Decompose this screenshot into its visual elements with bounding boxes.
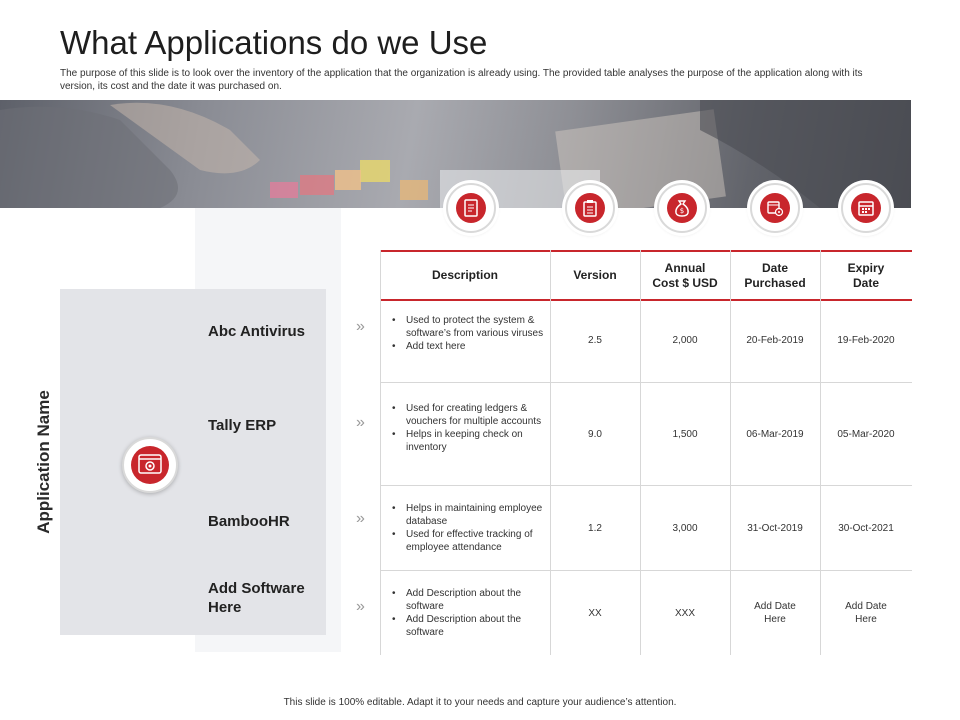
list-item: • Add Description about the software [388, 613, 548, 639]
clipboard-icon [565, 183, 615, 233]
row-2-version: 9.0 [588, 428, 602, 440]
row-3-version: 1.2 [588, 522, 602, 534]
money-bag-icon [657, 183, 707, 233]
row-4-expiry-text: Add Date Here [845, 601, 887, 625]
list-item: • Helps in maintaining employee database [388, 502, 548, 528]
row-1-expiry: 19-Feb-2020 [837, 335, 895, 346]
calendar-gear-icon [750, 183, 800, 233]
page-title: What Applications do we Use [60, 24, 488, 61]
document-icon [446, 183, 496, 233]
row-marker-4: » [356, 598, 365, 615]
list-item: • Used for creating ledgers & vouchers for multiple accounts [388, 402, 548, 428]
row-2-purchased: 06-Mar-2019 [746, 428, 804, 440]
application-name-label: Application Name [34, 390, 53, 534]
row-marker-2: » [356, 414, 365, 431]
list-item: • Used for effective tracking of employee attendance [388, 528, 548, 554]
header-expiry-date [820, 252, 912, 299]
footer-note: This slide is 100% editable. Adapt it to your needs and capture your audience’s attention. [283, 697, 677, 708]
header-expiry-date-text: Expiry Date [847, 260, 885, 290]
gear-browser-icon [122, 437, 178, 493]
header-annual-cost-text: Annual Cost $ USD [652, 260, 718, 290]
row-2-expiry: 05-Mar-2020 [837, 428, 895, 440]
row-3-purchased: 31-Oct-2019 [747, 522, 803, 534]
header-date-purchased [730, 252, 820, 299]
row-1-cost: 2,000 [672, 335, 698, 346]
column-icons-row [0, 183, 960, 243]
header-date-purchased-text: Date Purchased [744, 260, 806, 290]
svg-text:$: $ [679, 207, 685, 215]
app-name-row-4: Add Software Here [208, 580, 305, 616]
row-1-purchased: 20-Feb-2019 [746, 335, 804, 346]
app-name-row-2: Tally ERP [208, 417, 277, 434]
row-4-purchased-text: Add Date Here [754, 601, 796, 625]
table-header [380, 250, 912, 301]
row-1-version: 2.5 [588, 335, 602, 346]
page-subtitle: The purpose of this slide is to look over the inventory of the application that the organization is already using. The provided table analyses the purpose of the application along with its version, its cost and the date it was purchased on. [60, 68, 863, 92]
row-4-cost: XXX [674, 607, 695, 619]
row-4-purchased [730, 571, 820, 655]
header-version: Version [573, 268, 617, 282]
row-3-cost: 3,000 [672, 522, 698, 534]
header-annual-cost [640, 252, 730, 299]
list-item: • Add text here [388, 340, 548, 353]
row-4-version: XX [588, 607, 602, 619]
row-marker-1: » [356, 318, 365, 335]
app-name-row-3: BambooHR [208, 513, 290, 530]
app-name-row-1: Abc Antivirus [208, 323, 305, 340]
list-item: • Helps in keeping check on inventory [388, 428, 548, 454]
list-item: • Used to protect the system & software’s from various viruses [388, 314, 548, 340]
row-4-description [388, 587, 548, 639]
row-4-expiry [820, 571, 912, 655]
row-1-description [388, 314, 548, 353]
row-2-description [388, 402, 548, 454]
list-item: • Add Description about the software [388, 587, 548, 613]
row-3-description [388, 502, 548, 554]
row-marker-3: » [356, 510, 365, 527]
grid-vline [380, 250, 381, 655]
calendar-icon [841, 183, 891, 233]
row-2-cost: 1,500 [672, 428, 698, 440]
header-description: Description [431, 268, 498, 282]
row-3-expiry: 30-Oct-2021 [838, 522, 894, 534]
